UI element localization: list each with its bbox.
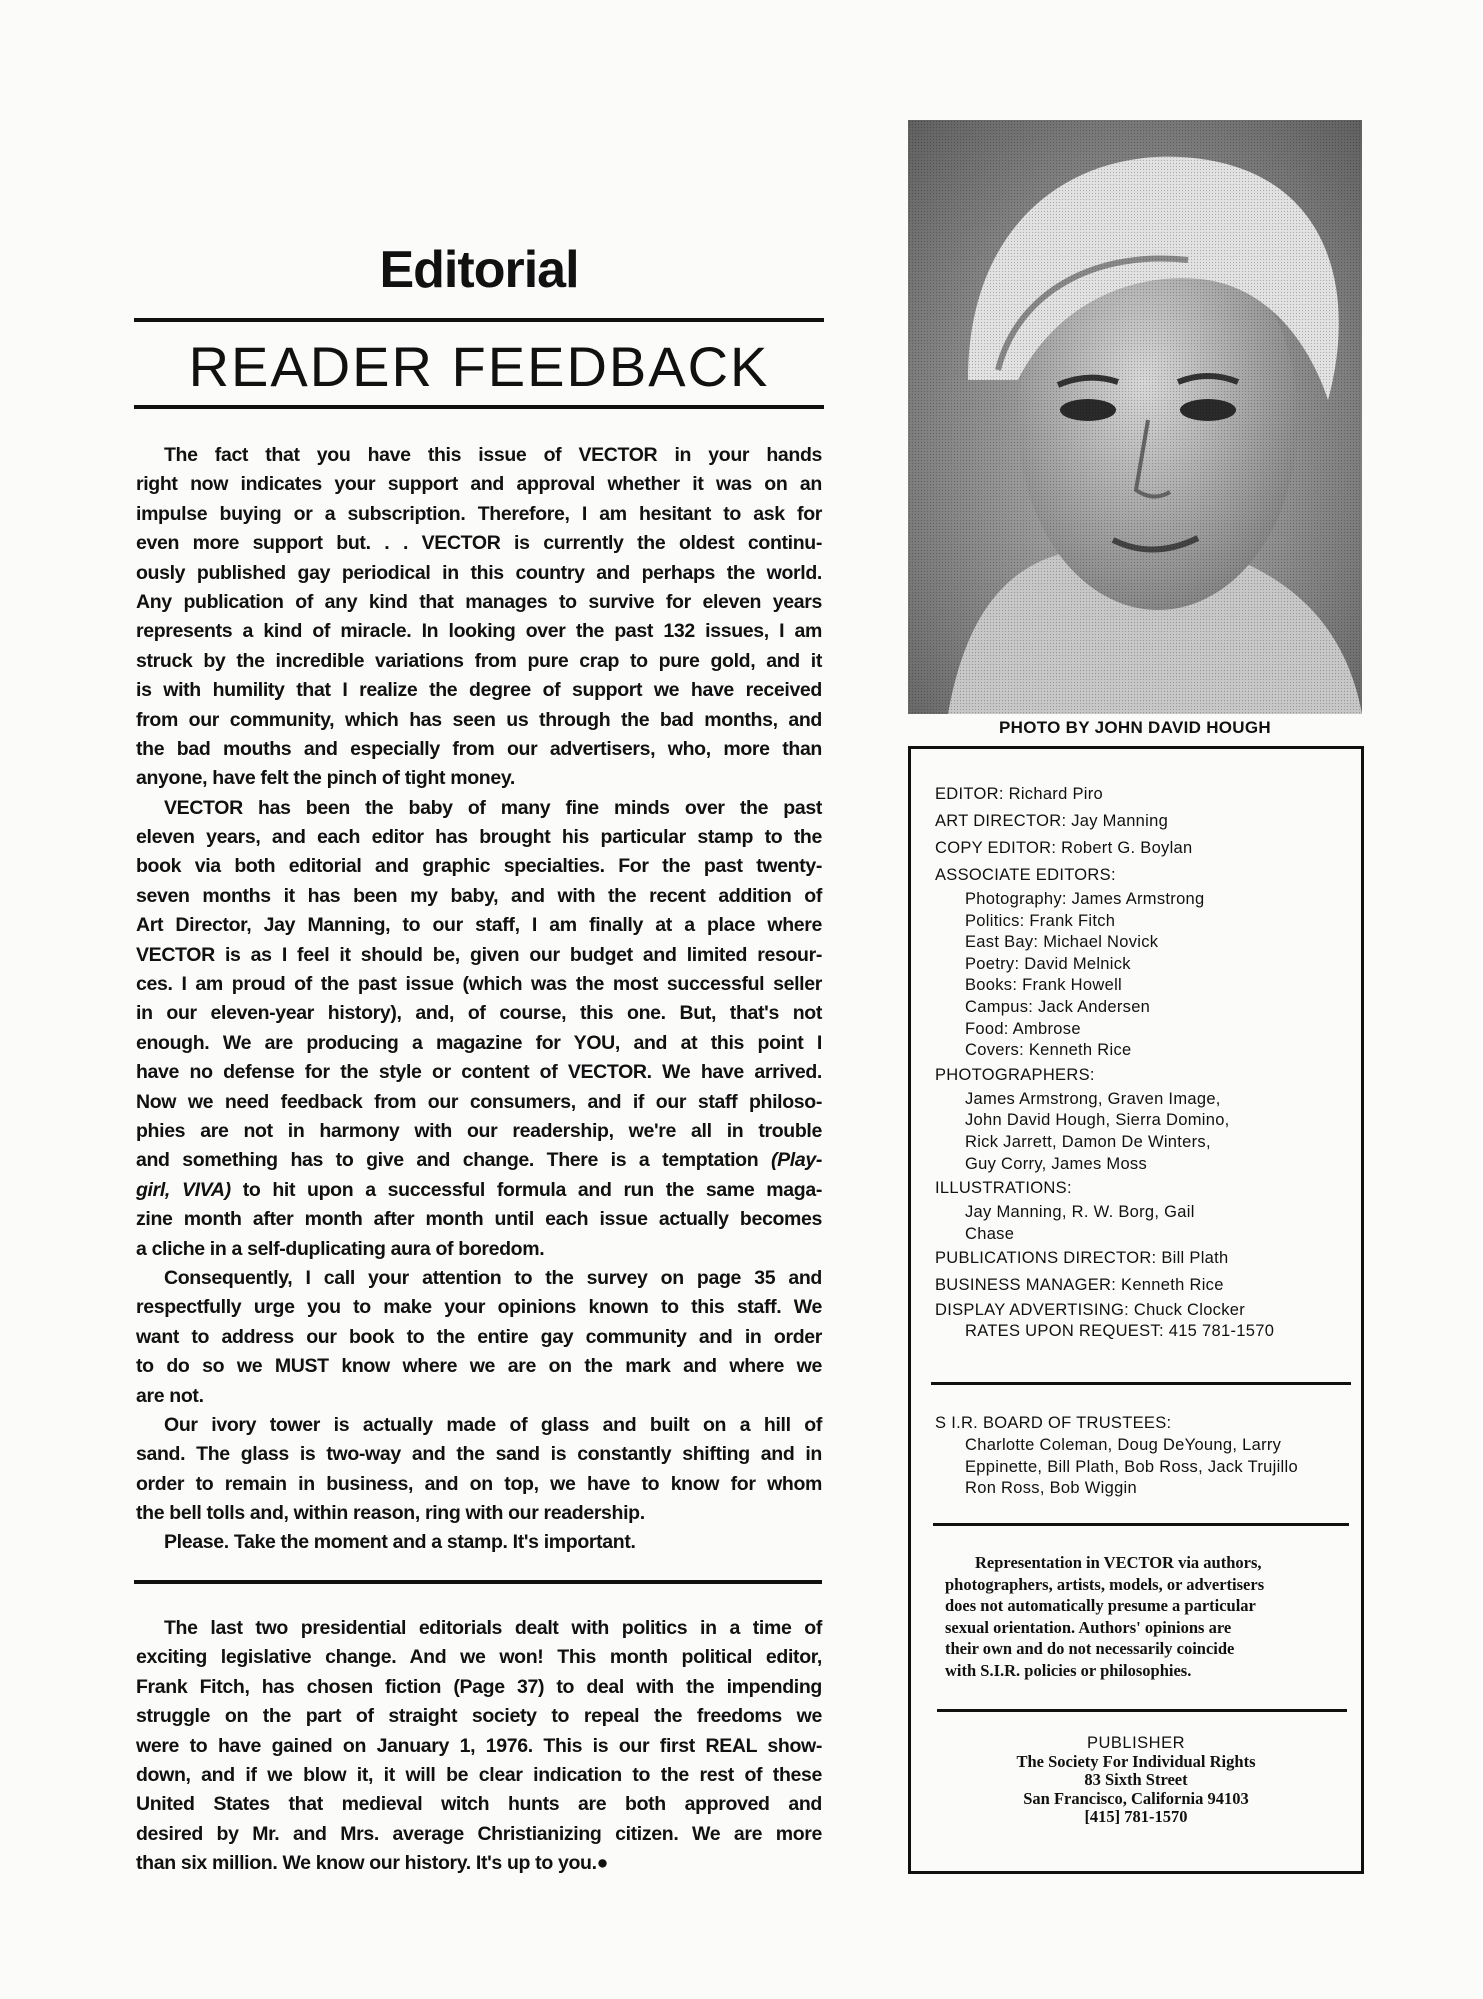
associate-editor: Food: Ambrose — [965, 1019, 1081, 1038]
disclaimer-line: their own and do not necessarily coincide — [945, 1639, 1235, 1658]
publisher-line: San Francisco, California 94103 — [1023, 1788, 1249, 1808]
business-manager-credit: BUSINESS MANAGER: Kenneth Rice — [935, 1276, 1224, 1295]
illustrations-list — [935, 1202, 1351, 1245]
text-line: are not. — [136, 1384, 204, 1407]
associate-editors-label: ASSOCIATE EDITORS: — [935, 866, 1116, 884]
text-line: anyone, have felt the pinch of tight money. — [136, 767, 515, 790]
editorial-postscript — [136, 1614, 822, 1879]
associate-editor: Books: Frank Howell — [965, 976, 1123, 995]
text-line: Now we need feedback from our consumers, and if our staff philoso- — [136, 1090, 822, 1113]
trustees-label: S I.R. BOARD OF TRUSTEES: — [935, 1414, 1172, 1432]
text-line: order to remain in business, and on top, we have to know for whom — [136, 1472, 822, 1495]
text-line — [136, 1176, 822, 1205]
italic-text: (Play- — [770, 1149, 822, 1172]
associate-editor: Photography: James Armstrong — [965, 890, 1205, 908]
trustee-line: Eppinette, Bill Plath, Bob Ross, Jack Trujillo — [965, 1457, 1298, 1476]
text-segment: and something has to give and change. There is a temptation — [136, 1149, 771, 1172]
publisher-line: 83 Sixth Street — [1084, 1770, 1188, 1789]
publications-director-credit: PUBLICATIONS DIRECTOR: Bill Plath — [935, 1249, 1229, 1268]
headline-rule-bottom — [134, 405, 824, 409]
disclaimer-line: Representation in VECTOR via authors, — [975, 1553, 1262, 1572]
trustees-list — [935, 1435, 1351, 1500]
associate-editors-list — [935, 889, 1351, 1062]
text-line: struck by the incredible variations from pure crap to pure gold, and it — [136, 649, 822, 672]
text-line: Consequently, I call your attention to the survey on page 35 and — [164, 1266, 822, 1289]
text-line: Art Director, Jay Manning, to our staff, I am finally at a place where — [136, 914, 822, 937]
text-line: in our eleven-year history), and, of course, this one. But, that's not — [136, 1002, 822, 1025]
associate-editor: Campus: Jack Andersen — [965, 997, 1151, 1016]
photographer-line: John David Hough, Sierra Domino, — [965, 1111, 1230, 1130]
advertising-rates: RATES UPON REQUEST: 415 781-1570 — [965, 1322, 1275, 1341]
text-line: VECTOR is as I feel it should be, given our budget and limited resour- — [136, 943, 822, 966]
disclaimer-line: does not automatically presume a particular — [945, 1596, 1256, 1615]
photographer-line: Guy Corry, James Moss — [965, 1154, 1148, 1173]
illustrator-line: Jay Manning, R. W. Borg, Gail — [965, 1203, 1195, 1222]
text-line: want to address our book to the entire gay community and in order — [136, 1325, 822, 1348]
headline-rule-top — [134, 318, 824, 322]
masthead-box — [908, 746, 1364, 1874]
illustrations-label: ILLUSTRATIONS: — [935, 1179, 1072, 1198]
italic-text: girl, VIVA) — [136, 1178, 231, 1201]
trustee-line: Ron Ross, Bob Wiggin — [965, 1479, 1137, 1498]
disclaimer-text — [945, 1552, 1341, 1681]
publisher-address — [911, 1753, 1361, 1827]
photographers-label: PHOTOGRAPHERS: — [935, 1065, 1095, 1084]
text-line — [136, 1146, 822, 1175]
text-line: eleven years, and each editor has brought his particular stamp to the — [136, 826, 822, 849]
text-line: exciting legislative change. And we won! This month political editor, — [136, 1646, 822, 1669]
disclaimer-line: sexual orientation. Authors' opinions are — [945, 1617, 1232, 1637]
publisher-label: PUBLISHER — [1086, 1734, 1186, 1752]
text-line: ously published gay periodical in this country and perhaps the world. — [136, 561, 822, 584]
text-line: United States that medieval witch hunts are both approved and — [136, 1793, 822, 1816]
text-line: to do so we MUST know where we are on the mark and where we — [136, 1355, 822, 1378]
text-line: than six million. We know our history. It's up to you.● — [136, 1852, 609, 1875]
text-line: impulse buying or a subscription. Therefore, I am hesitant to ask for — [136, 502, 822, 525]
text-line: The fact that you have this issue of VECTOR in your hands — [164, 444, 822, 466]
publisher-line: The Society For Individual Rights — [1016, 1751, 1256, 1771]
text-line: respectfully urge you to make your opinions known to this staff. We — [136, 1296, 822, 1319]
text-line: sand. The glass is two-way and the sand is constantly shifting and in — [136, 1443, 822, 1466]
copy-editor-credit: COPY EDITOR: Robert G. Boylan — [935, 839, 1193, 857]
section-divider — [134, 1580, 822, 1584]
text-line: a cliche in a self-duplicating aura of boredom. — [136, 1237, 545, 1260]
text-line: enough. We are producing a magazine for YOU, and at this point I — [136, 1031, 822, 1054]
text-line: the bell tolls and, within reason, ring with our readership. — [136, 1502, 645, 1525]
art-director-credit: ART DIRECTOR: Jay Manning — [935, 812, 1169, 830]
text-line: book via both editorial and graphic specialties. For the past twenty- — [136, 855, 822, 878]
text-line: right now indicates your support and approval whether it was on an — [136, 473, 822, 496]
publisher-info — [911, 1734, 1361, 1827]
associate-editor: Poetry: David Melnick — [965, 954, 1131, 973]
text-line: Please. Take the moment and a stamp. It's important. — [164, 1531, 636, 1554]
photographer-line: Rick Jarrett, Damon De Winters, — [965, 1132, 1211, 1151]
section-kicker: Editorial — [379, 241, 579, 299]
photographer-line: James Armstrong, Graven Image, — [965, 1089, 1221, 1108]
text-line: the bad mouths and especially from our advertisers, who, more than — [136, 737, 822, 760]
publisher-line: [415] 781-1570 — [1084, 1807, 1188, 1826]
text-line: Our ivory tower is actually made of glass and built on a hill of — [164, 1413, 822, 1436]
masthead-divider — [931, 1382, 1351, 1385]
editor-credit: EDITOR: Richard Piro — [935, 785, 1103, 803]
editorial-body — [136, 441, 822, 1558]
headline: READER FEEDBACK — [188, 335, 770, 398]
text-line: Frank Fitch, has chosen fiction (Page 37) to deal with the impending — [136, 1675, 822, 1698]
text-line: struggle on the part of straight society to repeal the freedoms we — [136, 1705, 822, 1728]
photographers-list — [935, 1089, 1351, 1175]
text-line: have no defense for the style or content of VECTOR. We have arrived. — [136, 1061, 822, 1084]
text-line: The last two presidential editorials dealt with politics in a time of — [164, 1617, 822, 1639]
trustees-block — [935, 1411, 1351, 1500]
text-line: ces. I am proud of the past issue (which was the most successful seller — [136, 973, 822, 996]
illustrator-line: Chase — [965, 1224, 1015, 1243]
disclaimer-line: with S.I.R. policies or philosophies. — [945, 1660, 1192, 1680]
trustee-line: Charlotte Coleman, Doug DeYoung, Larry — [965, 1436, 1282, 1454]
disclaimer-line: photographers, artists, models, or advertisers — [945, 1574, 1265, 1594]
associate-editor: East Bay: Michael Novick — [965, 933, 1159, 952]
text-line: represents a kind of miracle. In looking over the past 132 issues, I am — [136, 620, 822, 643]
staff-list — [935, 781, 1351, 1343]
text-line: phies are not in harmony with our readership, we're all in trouble — [136, 1119, 822, 1142]
text-line: from our community, which has seen us through the bad months, and — [136, 708, 822, 731]
text-segment: to hit upon a successful formula and run the same maga- — [230, 1178, 822, 1201]
masthead-divider — [933, 1523, 1349, 1526]
portrait-image — [908, 120, 1362, 714]
associate-editor: Covers: Kenneth Rice — [965, 1041, 1132, 1060]
text-line: Any publication of any kind that manages to survive for eleven years — [136, 590, 822, 613]
text-line: down, and if we blow it, it will be clear indication to the rest of these — [136, 1763, 822, 1786]
portrait-photo — [908, 120, 1362, 714]
text-line: seven months it has been my baby, and with the recent addition of — [136, 884, 822, 907]
photo-caption: PHOTO BY JOHN DAVID HOUGH — [999, 718, 1271, 737]
associate-editor: Politics: Frank Fitch — [965, 911, 1116, 930]
text-line: even more support but. . . VECTOR is currently the oldest continu- — [136, 532, 822, 555]
text-line: were to have gained on January 1, 1976. This is our first REAL show- — [136, 1734, 822, 1757]
display-advertising-credit: DISPLAY ADVERTISING: Chuck Clocker — [935, 1301, 1246, 1320]
text-line: VECTOR has been the baby of many fine minds over the past — [164, 796, 822, 819]
text-line: is with humility that I realize the degree of support we have received — [136, 679, 822, 702]
text-line: zine month after month after month until each issue actually becomes — [136, 1208, 822, 1231]
text-line: desired by Mr. and Mrs. average Christianizing citizen. We are more — [136, 1822, 822, 1845]
masthead-divider — [937, 1709, 1347, 1712]
